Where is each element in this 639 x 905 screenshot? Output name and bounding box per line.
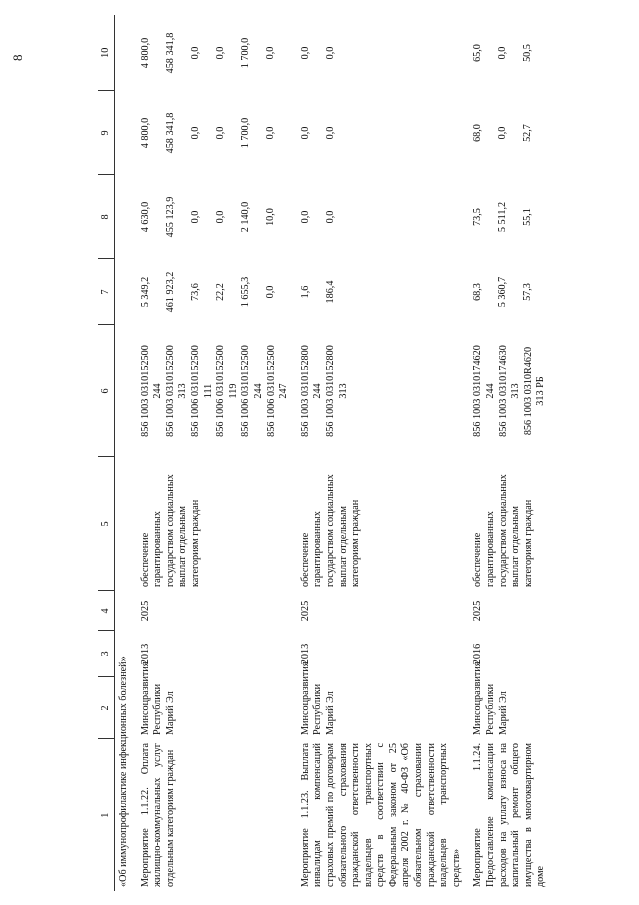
value: 0,0 bbox=[324, 46, 336, 60]
value: 0,0 bbox=[497, 46, 509, 60]
values-col-9 bbox=[472, 91, 548, 175]
budget-code: 856 1003 0310174620 bbox=[472, 345, 484, 437]
value: 5 349,2 bbox=[139, 276, 151, 308]
value: 0,0 bbox=[189, 46, 201, 60]
value: 0,0 bbox=[264, 285, 276, 299]
budget-code-suffix: 247 bbox=[278, 383, 290, 399]
budget-code: 856 1006 0310152500 bbox=[189, 345, 201, 437]
budget-code-suffix: 119 bbox=[227, 383, 239, 399]
executor: Минсоцразвития Республики Марий Эл bbox=[139, 661, 176, 735]
end-year: 2025 bbox=[472, 600, 484, 622]
values-col-10 bbox=[472, 15, 548, 91]
value: 0,0 bbox=[214, 126, 226, 140]
value: 0,0 bbox=[264, 126, 276, 140]
budget-codes bbox=[472, 325, 548, 457]
budget-code: 856 1003 0310152500 bbox=[164, 345, 176, 437]
col-header-6: 6 bbox=[98, 325, 115, 457]
table-row bbox=[472, 15, 548, 891]
value: 458 341,8 bbox=[164, 32, 176, 74]
budget-code-suffix: 313 bbox=[177, 383, 189, 399]
value: 0,0 bbox=[214, 46, 226, 60]
values-col-8 bbox=[472, 175, 548, 259]
value: 0,0 bbox=[497, 126, 509, 140]
page-number: 8 bbox=[10, 54, 25, 61]
col-header-2: 2 bbox=[98, 677, 115, 739]
budget-code-suffix: 244 bbox=[252, 383, 264, 399]
value: 0,0 bbox=[299, 210, 311, 224]
table-row bbox=[300, 15, 464, 891]
values-col-10 bbox=[300, 15, 464, 91]
value: 5 360,7 bbox=[497, 276, 509, 308]
col-header-5: 5 bbox=[98, 457, 115, 591]
expense-direction: обеспечение гарантированных государством социальных выплат отдельным категориям граждан bbox=[139, 474, 201, 587]
value: 4 800,0 bbox=[139, 37, 151, 69]
value: 0,0 bbox=[324, 126, 336, 140]
budget-code: 856 1006 0310152500 bbox=[240, 345, 252, 437]
value: 455 123,9 bbox=[164, 196, 176, 238]
value: 1 700,0 bbox=[239, 37, 251, 69]
value: 73,6 bbox=[189, 283, 201, 301]
program-measures-table bbox=[98, 15, 548, 891]
continuation-text: «Об иммунопрофилактике инфекционных болезней» bbox=[118, 656, 129, 887]
budget-code: 856 1003 0310152800 bbox=[299, 345, 311, 437]
value: 73,5 bbox=[472, 208, 484, 226]
budget-code: 856 1003 0310152500 bbox=[139, 345, 151, 437]
col-header-4: 4 bbox=[98, 591, 115, 631]
value: 5 511,2 bbox=[497, 201, 509, 233]
value: 55,1 bbox=[522, 208, 534, 226]
values-col-7 bbox=[472, 259, 548, 325]
budget-code: 856 1003 0310152800 bbox=[324, 345, 336, 437]
budget-codes bbox=[140, 325, 291, 457]
budget-code-suffix: 244 bbox=[485, 383, 497, 399]
col-header-3: 3 bbox=[98, 631, 115, 677]
value: 0,0 bbox=[324, 210, 336, 224]
values-col-9 bbox=[300, 91, 464, 175]
value: 0,0 bbox=[264, 46, 276, 60]
col-header-7: 7 bbox=[98, 259, 115, 325]
values-col-10 bbox=[140, 15, 291, 91]
expense-direction: обеспечение гарантированных государством социальных выплат отдельным категориям граждан bbox=[299, 474, 362, 587]
continuation-row bbox=[115, 15, 131, 891]
value: 0,0 bbox=[214, 210, 226, 224]
budget-code-suffix: 111 bbox=[202, 383, 214, 399]
budget-code: 856 1003 0310R4620 bbox=[522, 346, 534, 436]
value: 50,5 bbox=[522, 44, 534, 62]
budget-code-suffix: 313 bbox=[337, 383, 349, 399]
value: 65,0 bbox=[472, 44, 484, 62]
budget-code: 856 1003 0310174630 bbox=[497, 345, 509, 437]
value: 68,0 bbox=[472, 124, 484, 142]
value: 57,3 bbox=[522, 283, 534, 301]
col-header-1: 1 bbox=[98, 739, 115, 891]
start-year: 2016 bbox=[472, 643, 484, 665]
table-row bbox=[140, 15, 291, 891]
value: 1 700,0 bbox=[239, 117, 251, 149]
value: 458 341,8 bbox=[164, 112, 176, 154]
col-header-9: 9 bbox=[98, 91, 115, 175]
col-header-10: 10 bbox=[98, 15, 115, 91]
value: 4 630,0 bbox=[139, 201, 151, 233]
executor: Минсоцразвития Республики Марий Эл bbox=[299, 661, 336, 735]
value: 68,3 bbox=[472, 283, 484, 301]
value: 1,6 bbox=[299, 285, 311, 299]
value: 4 800,0 bbox=[139, 117, 151, 149]
measure-title: Мероприятие 1.1.23. Выплата инвалидам компенсаций страховых премий по договорам обязательного страхования гражданской ответственности владельцев транспортных средств в соответствии с Федеральным законом от 25 апреля 2002 г. № 40-ФЗ «Об обязательном страховании гражданской ответственности владельцев транспортных средств» bbox=[299, 743, 462, 887]
value: 0,0 bbox=[189, 126, 201, 140]
start-year: 2013 bbox=[299, 643, 311, 665]
value: 52,7 bbox=[522, 124, 534, 142]
budget-code-suffix: 313 bbox=[510, 383, 522, 399]
budget-code-suffix: 244 bbox=[152, 383, 164, 399]
value: 461 923,2 bbox=[164, 271, 176, 313]
measure-title: Мероприятие 1.1.24. Предоставление компенсации расходов на уплату взноса на капитальный ремонт общего имущества в многоквартирном доме bbox=[472, 743, 547, 887]
values-col-7 bbox=[140, 259, 291, 325]
value: 1 655,3 bbox=[239, 276, 251, 308]
value: 186,4 bbox=[324, 280, 336, 304]
executor: Минсоцразвития Республики Марий Эл bbox=[472, 661, 509, 735]
col-header-8: 8 bbox=[98, 175, 115, 259]
budget-code-suffix: 313 РБ bbox=[535, 376, 547, 406]
value: 0,0 bbox=[189, 210, 201, 224]
budget-codes bbox=[300, 325, 464, 457]
start-year: 2013 bbox=[139, 643, 151, 665]
value: 0,0 bbox=[299, 46, 311, 60]
value: 2 140,0 bbox=[239, 201, 251, 233]
values-col-8 bbox=[300, 175, 464, 259]
budget-code-suffix: 244 bbox=[312, 383, 324, 399]
values-col-9 bbox=[140, 91, 291, 175]
end-year: 2025 bbox=[139, 600, 151, 622]
budget-code: 856 1006 0310152500 bbox=[215, 345, 227, 437]
value: 22,2 bbox=[214, 283, 226, 301]
values-col-8 bbox=[140, 175, 291, 259]
values-col-7 bbox=[300, 259, 464, 325]
measure-title: Мероприятие 1.1.22. Оплата жилищно-коммунальных услуг отдельным категориям граждан bbox=[139, 743, 176, 887]
end-year: 2025 bbox=[299, 600, 311, 622]
value: 0,0 bbox=[299, 126, 311, 140]
header-row bbox=[98, 15, 115, 891]
budget-code: 856 1006 0310152500 bbox=[265, 345, 277, 437]
expense-direction: обеспечение гарантированных государством социальных выплат отдельным категориям граждан bbox=[472, 474, 534, 587]
value: 10,0 bbox=[264, 208, 276, 226]
